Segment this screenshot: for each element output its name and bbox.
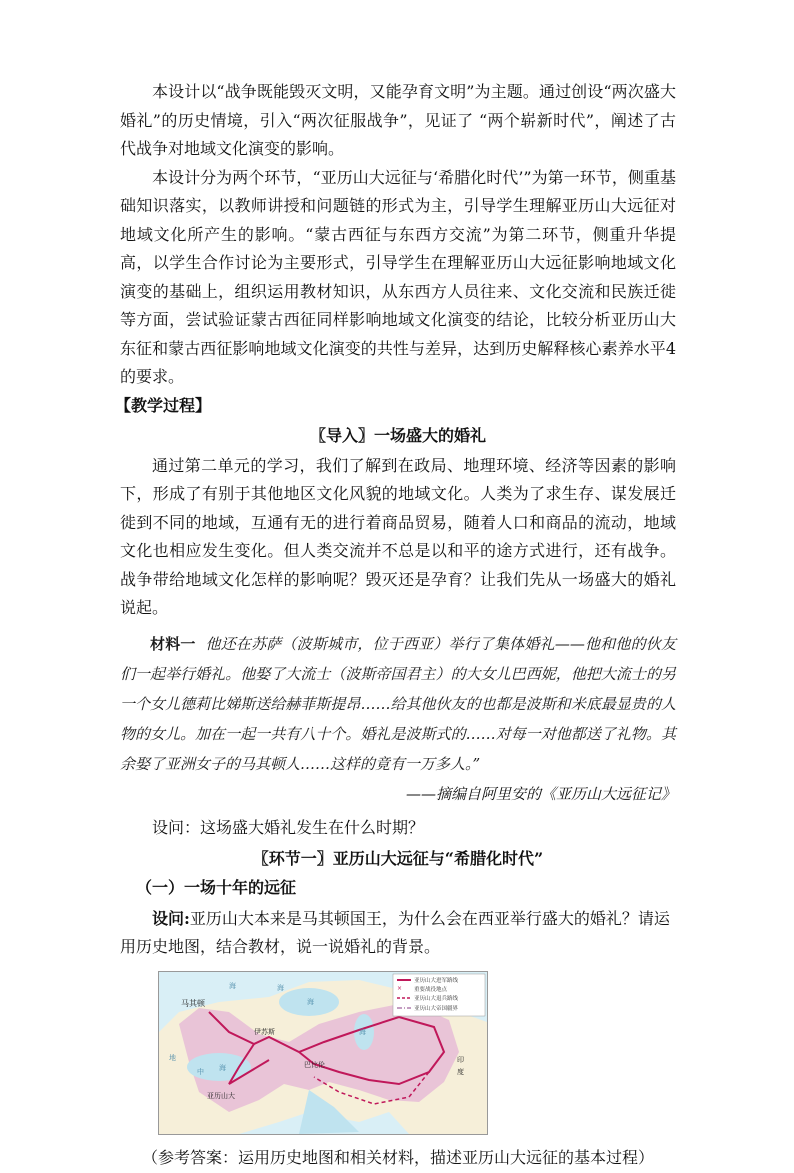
- legend-battle: 重要战役地点: [414, 986, 448, 993]
- label-india-1: 印: [457, 1055, 464, 1064]
- section1-title: 〖环节一〗亚历山大远征与“希腊化时代”: [252, 848, 544, 868]
- intro-section-title: 〖导入〗一场盛大的婚礼: [309, 425, 486, 445]
- legend-border: 亚历山大帝国疆界: [414, 1005, 459, 1012]
- material-text: 他还在苏萨（波斯城市，位于西亚）举行了集体婚礼——他和他的伙友们一起举行婚礼。他娶了大流士（波斯帝国君主）的大女儿巴西妮，他把大流士的另一个女儿德莉比娣斯送给赫菲斯提昂……给其他伙友的也都是波斯和米底最显贵的人物的女儿。加在一起一共有八十个。婚礼是波斯式的……对每一对他都送了礼物。其余娶了亚洲女子的马其顿人……这样的竟有一万多人。”: [120, 634, 676, 773]
- intro-paragraph-2: 本设计分为两个环节，“亚历山大远征与‘希腊化时代’”为第一环节，侧重基础知识落实，以教师讲授和问题链的形式为主，引导学生理解亚历山大远征对地域文化所产生的影响。“蒙古西征与东西方交流”为第二环节，侧重升华提高，以学生合作讨论为主要形式，引导学生在理解亚历山大远征影响地域文化演变的基础上，组织运用教材知识，从东西方人员往来、文化交流和民族迁徙等方面，尝试验证蒙古西征同样影响地域文化演变的结论，比较分析亚历山大东征和蒙古西征影响地域文化演变的共性与差异，达到历史解释核心素养水平4的要求。: [120, 167, 676, 386]
- label-med-3: 海: [219, 1063, 226, 1072]
- document-content: [115, 78, 676, 1173]
- material-source: ——摘编自阿里安的《亚历山大远征记》: [405, 784, 676, 803]
- label-sea-4: 海: [277, 983, 284, 992]
- intro-question: 设问：这场盛大婚礼发生在什么时期？: [152, 817, 425, 837]
- label-macedonia: 马其顿: [181, 998, 205, 1008]
- label-issus: 伊苏斯: [254, 1027, 275, 1036]
- label-med-1: 地: [169, 1053, 176, 1062]
- section1-question: [120, 905, 676, 961]
- label-med-2: 中: [197, 1067, 204, 1076]
- question-label: 设问:: [152, 908, 190, 928]
- label-babylon: 巴比伦: [304, 1060, 325, 1069]
- label-sea-2: 海: [307, 997, 314, 1006]
- historical-map: [158, 971, 488, 1135]
- label-india-2: 度: [457, 1067, 464, 1076]
- intro-paragraph-1: 本设计以“战争既能毁灭文明，又能孕育文明”为主题。通过创设“两次盛大婚礼”的历史情境，引入“两次征服战争”，见证了 “两个崭新时代”，阐述了古代战争对地域文化演变的影响。: [120, 82, 676, 158]
- map-graphic: [159, 972, 487, 1134]
- legend-retreat: 亚历山大退兵路线: [414, 995, 459, 1002]
- material-one: [120, 629, 676, 779]
- reference-answer: （参考答案：运用历史地图和相关材料，描述亚历山大远征的基本过程）: [141, 1147, 654, 1167]
- section1-subtitle: （一）一场十年的远征: [136, 877, 297, 897]
- teaching-process-heading: 【教学过程】: [115, 395, 212, 415]
- legend-route: 亚历山大进军路线: [414, 977, 459, 984]
- svg-text:×: ×: [397, 984, 403, 992]
- material-label: 材料一: [150, 634, 196, 653]
- label-alexandria: 亚历山大: [207, 1091, 235, 1100]
- label-sea-1: 海: [229, 981, 236, 990]
- intro-section-body: 通过第二单元的学习，我们了解到在政局、地理环境、经济等因素的影响下，形成了有别于其他地区文化风貌的地域文化。人类为了求生存、谋发展迁徙到不同的地域，互通有无的进行着商品贸易，随着人口和商品的流动，地域文化也相应发生变化。但人类交流并不总是以和平的途方式进行，还有战争。战争带给地域文化怎样的影响呢？毁灭还是孕育？让我们先从一场盛大的婚礼说起。: [120, 455, 676, 617]
- question-text: 亚历山大本来是马其顿国王，为什么会在西亚举行盛大的婚礼？请运用历史地图，结合教材，说一说婚礼的背景。: [120, 908, 670, 956]
- label-sea-3: 海: [359, 1027, 366, 1036]
